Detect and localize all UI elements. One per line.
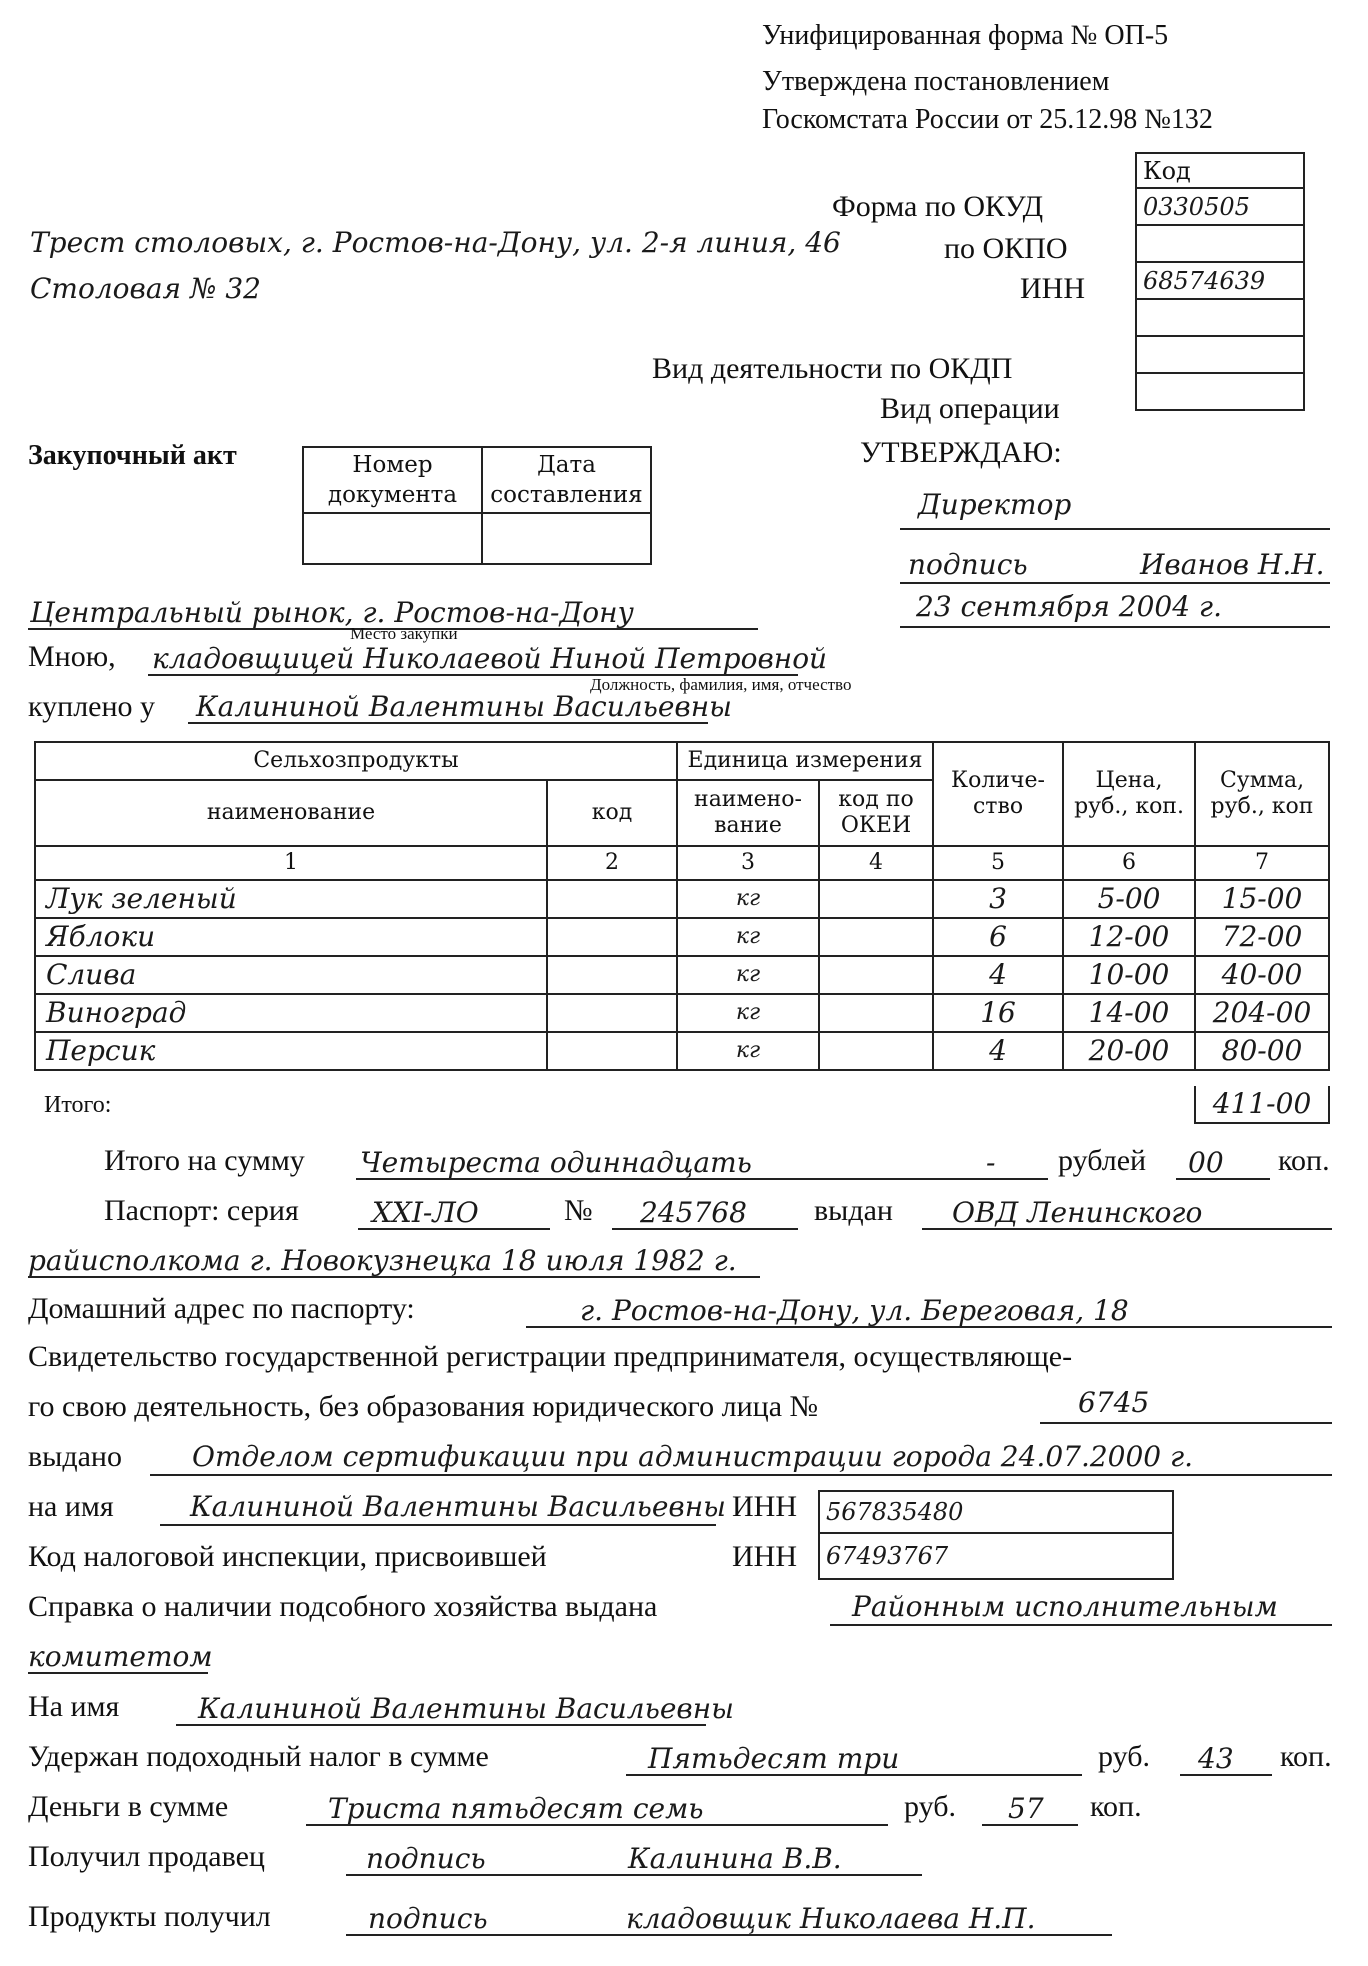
doc-number-header: Номер документа xyxy=(303,447,482,513)
form-title-line3: Госкомстата России от 25.12.98 №132 xyxy=(762,104,1213,135)
certificate-name-value: Калининой Валентины Васильевны xyxy=(198,1692,734,1725)
tax-words: Пятьдесят три xyxy=(648,1742,900,1775)
col-number: 7 xyxy=(1195,846,1329,880)
product-okei[interactable] xyxy=(819,1032,933,1070)
operation-label: Вид операции xyxy=(880,392,1060,425)
product-qty[interactable]: 4 xyxy=(933,1032,1063,1070)
product-name[interactable]: Слива xyxy=(35,956,547,994)
product-okei[interactable] xyxy=(819,994,933,1032)
product-unit[interactable]: кг xyxy=(677,1032,819,1070)
product-name[interactable]: Яблоки xyxy=(35,918,547,956)
tax-kop-line xyxy=(1180,1774,1272,1776)
registration-inn-value[interactable]: 567835480 xyxy=(818,1490,1174,1534)
certificate-label: Справка о наличии подсобного хозяйства выдана xyxy=(28,1590,658,1623)
okdp-value[interactable] xyxy=(1136,336,1304,373)
doc-number-box xyxy=(302,446,652,565)
tax-rub-label: руб. xyxy=(1098,1740,1150,1773)
seller-label: Получил продавец xyxy=(28,1840,265,1873)
col-number: 6 xyxy=(1063,846,1195,880)
empty-code-cell[interactable] xyxy=(1136,299,1304,336)
seller-from-value: Калининой Валентины Васильевны xyxy=(196,690,732,723)
product-unit[interactable]: кг xyxy=(677,880,819,918)
certificate-name-label: На имя xyxy=(28,1690,120,1723)
passport-issued-line xyxy=(922,1228,1332,1230)
approval-label: УТВЕРЖДАЮ: xyxy=(860,436,1062,469)
approval-position-line xyxy=(900,528,1330,530)
product-code[interactable] xyxy=(547,994,677,1032)
header-name: наименование xyxy=(35,780,547,846)
product-okei[interactable] xyxy=(819,880,933,918)
product-price[interactable]: 10-00 xyxy=(1063,956,1195,994)
tax-office-label: Код налоговой инспекции, присвоившей xyxy=(28,1540,547,1573)
table-row xyxy=(35,918,1329,956)
product-name[interactable]: Персик xyxy=(35,1032,547,1070)
totals-words: Четыреста одиннадцать xyxy=(360,1146,752,1179)
okdp-label: Вид деятельности по ОКДП xyxy=(652,352,1013,385)
product-sum[interactable]: 15-00 xyxy=(1195,880,1329,918)
purchase-place-caption: Место закупки xyxy=(350,624,458,643)
product-qty[interactable]: 6 xyxy=(933,918,1063,956)
product-code[interactable] xyxy=(547,1032,677,1070)
header-okei: код по ОКЕИ xyxy=(819,780,933,846)
passport-label: Паспорт: серия xyxy=(104,1194,299,1227)
passport-issued-label: выдан xyxy=(814,1194,893,1227)
money-words: Триста пятьдесят семь xyxy=(328,1792,704,1825)
header-unit-name: наимено- вание xyxy=(677,780,819,846)
purchaser-caption: Должность, фамилия, имя, отчество xyxy=(590,675,852,694)
receiver-label: Продукты получил xyxy=(28,1900,271,1933)
registration-line2: го свою деятельность, без образования юридического лица № xyxy=(28,1390,819,1423)
form-title-line1: Унифицированная форма № ОП-5 xyxy=(762,20,1169,51)
registration-name-value: Калининой Валентины Васильевны xyxy=(190,1490,726,1523)
header-code: код xyxy=(547,780,677,846)
totals-kop-label: коп. xyxy=(1278,1144,1330,1177)
tax-kop-label: коп. xyxy=(1280,1740,1332,1773)
doc-date-header: Дата составления xyxy=(482,447,651,513)
col-number: 1 xyxy=(35,846,547,880)
receiver-signature: подпись xyxy=(368,1902,488,1935)
product-unit[interactable]: кг xyxy=(677,994,819,1032)
col-number: 3 xyxy=(677,846,819,880)
product-sum[interactable]: 204-00 xyxy=(1195,994,1329,1032)
address-value: г. Ростов-на-Дону, ул. Береговая, 18 xyxy=(580,1294,1129,1327)
certificate-value-1: Районным исполнительным xyxy=(852,1590,1278,1623)
header-price: Цена, руб., коп. xyxy=(1063,742,1195,846)
col-number: 5 xyxy=(933,846,1063,880)
passport-number: 245768 xyxy=(640,1196,747,1229)
registration-number: 6745 xyxy=(1078,1386,1150,1419)
okud-value[interactable]: 0330505 xyxy=(1136,188,1304,225)
money-label: Деньги в сумме xyxy=(28,1790,229,1823)
approval-name: Иванов Н.Н. xyxy=(1140,548,1325,581)
totals-dash: - xyxy=(986,1146,996,1179)
registration-issued-line xyxy=(150,1474,1332,1476)
organization-line1: Трест столовых, г. Ростов-на-Дону, ул. 2-я линия, 46 xyxy=(30,226,841,259)
product-sum[interactable]: 40-00 xyxy=(1195,956,1329,994)
passport-issued-line-2 xyxy=(28,1276,760,1278)
certificate-line-2 xyxy=(28,1672,208,1674)
code-title: Код xyxy=(1136,153,1304,188)
product-price[interactable]: 20-00 xyxy=(1063,1032,1195,1070)
okpo-label: по ОКПО xyxy=(944,232,1068,265)
products-table xyxy=(34,741,1330,1071)
col-number: 2 xyxy=(547,846,677,880)
receiver-name: кладовщик Николаева Н.П. xyxy=(626,1902,1036,1935)
product-name[interactable]: Лук зеленый xyxy=(35,880,547,918)
header-qty: Количе- ство xyxy=(933,742,1063,846)
certificate-value-2: комитетом xyxy=(28,1640,213,1673)
table-total-label: Итого: xyxy=(44,1092,112,1118)
seller-line xyxy=(346,1874,922,1876)
seller-signature: подпись xyxy=(366,1842,486,1875)
table-row xyxy=(35,880,1329,918)
seller-name: Калинина В.В. xyxy=(628,1842,842,1875)
money-rub-label: руб. xyxy=(904,1790,956,1823)
product-sum[interactable]: 72-00 xyxy=(1195,918,1329,956)
receiver-line xyxy=(346,1934,1112,1936)
seller-from-label: куплено у xyxy=(28,690,156,723)
code-box xyxy=(1135,152,1305,411)
table-row xyxy=(35,1032,1329,1070)
header-unit: Единица измерения xyxy=(677,742,933,780)
product-okei[interactable] xyxy=(819,918,933,956)
passport-number-line xyxy=(612,1228,798,1230)
organization-line2: Столовая № 32 xyxy=(30,272,261,305)
registration-number-line xyxy=(1040,1422,1332,1424)
product-price[interactable]: 14-00 xyxy=(1063,994,1195,1032)
product-qty[interactable]: 3 xyxy=(933,880,1063,918)
certificate-name-line xyxy=(176,1724,706,1726)
product-unit[interactable]: кг xyxy=(677,956,819,994)
purchase-place: Центральный рынок, г. Ростов-на-Дону xyxy=(30,596,634,629)
approval-signature-line xyxy=(900,582,1330,584)
product-price[interactable]: 12-00 xyxy=(1063,918,1195,956)
address-label: Домашний адрес по паспорту: xyxy=(28,1292,415,1325)
approval-date: 23 сентября 2004 г. xyxy=(916,590,1222,623)
tax-kop-value: 43 xyxy=(1198,1742,1234,1775)
header-sum: Сумма, руб., коп xyxy=(1195,742,1329,846)
header-products: Сельхозпродукты xyxy=(35,742,677,780)
product-price[interactable]: 5-00 xyxy=(1063,880,1195,918)
product-okei[interactable] xyxy=(819,956,933,994)
inn-label: ИНН xyxy=(1020,272,1085,305)
okud-label: Форма по ОКУД xyxy=(832,190,1044,223)
product-name[interactable]: Виноград xyxy=(35,994,547,1032)
product-sum[interactable]: 80-00 xyxy=(1195,1032,1329,1070)
registration-line1: Свидетельство государственной регистрации предпринимателя, осуществляюще- xyxy=(28,1340,1073,1373)
passport-issued-by-2: райисполкома г. Новокузнецка 18 июля 1982 г. xyxy=(28,1244,737,1277)
act-title: Закупочный акт xyxy=(28,440,237,471)
totals-kop-line xyxy=(1176,1178,1270,1180)
product-code[interactable] xyxy=(547,880,677,918)
passport-series: XXI-ЛО xyxy=(372,1196,479,1229)
passport-issued-by-1: ОВД Ленинского xyxy=(952,1196,1203,1229)
passport-series-line xyxy=(358,1228,550,1230)
product-code[interactable] xyxy=(547,956,677,994)
table-total-value[interactable]: 411-00 xyxy=(1194,1086,1330,1124)
tax-office-inn-label: ИНН xyxy=(732,1540,797,1573)
money-kop-label: коп. xyxy=(1090,1790,1142,1823)
purchaser-value: кладовщицей Николаевой Ниной Петровной xyxy=(152,642,828,675)
registration-inn-label: ИНН xyxy=(732,1490,797,1523)
certificate-line-1 xyxy=(830,1624,1332,1626)
table-row xyxy=(35,956,1329,994)
doc-number-value[interactable] xyxy=(303,513,482,564)
totals-label: Итого на сумму xyxy=(104,1144,305,1177)
doc-date-value[interactable] xyxy=(482,513,651,564)
approval-date-line xyxy=(900,626,1330,628)
product-code[interactable] xyxy=(547,918,677,956)
okpo-value[interactable] xyxy=(1136,225,1304,262)
address-line xyxy=(526,1326,1332,1328)
tax-label: Удержан подоходный налог в сумме xyxy=(28,1740,489,1773)
totals-words-line xyxy=(356,1178,1048,1180)
product-qty[interactable]: 4 xyxy=(933,956,1063,994)
table-row xyxy=(35,994,1329,1032)
totals-kop-value: 00 xyxy=(1188,1146,1224,1179)
purchaser-label: Мною, xyxy=(28,640,116,673)
passport-number-label: № xyxy=(564,1194,593,1227)
registration-issued-label: выдано xyxy=(28,1440,122,1473)
seller-from-line xyxy=(188,722,708,724)
totals-rub-label: рублей xyxy=(1058,1144,1147,1177)
registration-issued-value: Отделом сертификации при администрации города 24.07.2000 г. xyxy=(192,1440,1194,1473)
col-number: 4 xyxy=(819,846,933,880)
approval-signature: подпись xyxy=(908,548,1028,581)
registration-name-line xyxy=(160,1524,716,1526)
money-kop-value: 57 xyxy=(1008,1792,1044,1825)
form-title-line2: Утверждена постановлением xyxy=(762,66,1110,97)
money-kop-line xyxy=(982,1824,1078,1826)
product-qty[interactable]: 16 xyxy=(933,994,1063,1032)
registration-name-label: на имя xyxy=(28,1490,114,1523)
operation-value[interactable] xyxy=(1136,373,1304,410)
tax-words-line xyxy=(626,1774,1082,1776)
product-unit[interactable]: кг xyxy=(677,918,819,956)
tax-office-inn-value[interactable]: 67493767 xyxy=(818,1534,1174,1580)
inn-value[interactable]: 68574639 xyxy=(1136,262,1304,299)
approval-position: Директор xyxy=(918,488,1072,521)
money-words-line xyxy=(306,1824,888,1826)
